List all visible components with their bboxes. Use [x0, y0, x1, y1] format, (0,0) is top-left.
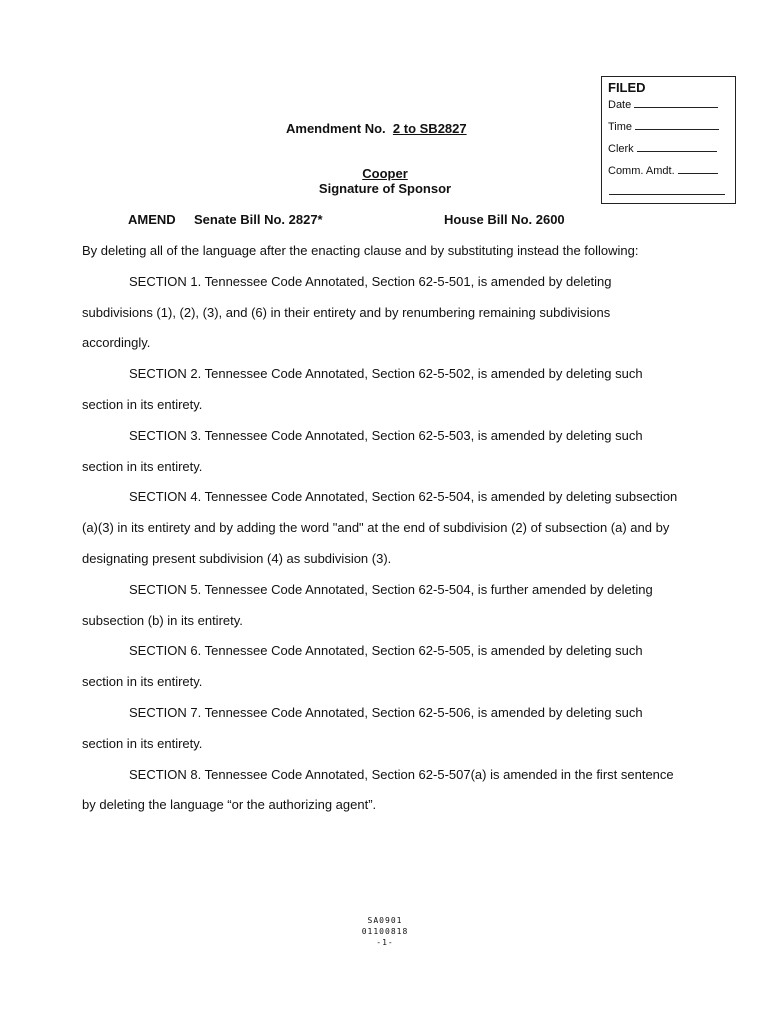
section-3: SECTION 3. Tennessee Code Annotated, Section 62-5-503, is amended by deleting such section in its entirety.: [82, 427, 643, 474]
filed-date-label: Date: [608, 99, 632, 111]
page-number: -1-: [376, 938, 394, 947]
amendment-body: [82, 236, 682, 821]
filed-comm-label: Comm. Amdt.: [608, 165, 675, 177]
amendment-prefix: Amendment No.: [286, 121, 386, 136]
filed-title: FILED: [608, 80, 646, 95]
section-8: SECTION 8. Tennessee Code Annotated, Section 62-5-507(a) is amended in the first sentence by deleting the language “or the authorizing agent”.: [82, 766, 674, 813]
section-6: SECTION 6. Tennessee Code Annotated, Section 62-5-505, is amended by deleting such section in its entirety.: [82, 643, 643, 690]
filed-time-label: Time: [608, 121, 633, 133]
filed-time-blank: [635, 119, 719, 130]
filed-clerk-blank: [637, 141, 717, 152]
section-7: SECTION 7. Tennessee Code Annotated, Section 62-5-506, is amended by deleting such section in its entirety.: [82, 704, 643, 751]
sponsor-name: [0, 166, 770, 181]
filed-date-blank: [634, 97, 718, 108]
section-4: SECTION 4. Tennessee Code Annotated, Section 62-5-504, is amended by deleting subsection (a)(3) in its entirety and by adding the word "and" at the end of subdivision (2) of subsection (a) and by designating present subdivision (4) as subdivision (3).: [82, 489, 678, 566]
sponsor-label: Signature of Sponsor: [318, 181, 452, 196]
footer-code-1: SA0901: [367, 916, 403, 925]
footer-code-2: 01100818: [361, 927, 409, 936]
amendment-ref: 2 to SB2827: [392, 121, 467, 136]
section-2: SECTION 2. Tennessee Code Annotated, Section 62-5-502, is amended by deleting such section in its entirety.: [82, 366, 643, 412]
document-footer: [0, 915, 770, 948]
amendment-number: [286, 121, 467, 136]
senate-bill-number: Senate Bill No. 2827*: [194, 212, 323, 227]
intro-paragraph: By deleting all of the language after the enacting clause and by substituting instead the following:: [82, 243, 639, 258]
filed-time-line: [608, 116, 735, 138]
filed-clerk-line: [608, 138, 735, 160]
section-1: SECTION 1. Tennessee Code Annotated, Section 62-5-501, is amended by deleting subdivisions (1), (2), (3), and (6) in their entirety and by renumbering remaining subdivisions accordingly.: [82, 273, 612, 351]
house-bill-number: House Bill No. 2600: [444, 212, 565, 227]
filed-date-line: [608, 97, 735, 112]
amend-word: AMEND: [128, 212, 176, 227]
sponsor-name-text: Cooper: [362, 166, 408, 181]
section-5: SECTION 5. Tennessee Code Annotated, Section 62-5-504, is further amended by deleting subsection (b) in its entirety.: [82, 581, 653, 628]
filed-clerk-label: Clerk: [608, 143, 634, 155]
